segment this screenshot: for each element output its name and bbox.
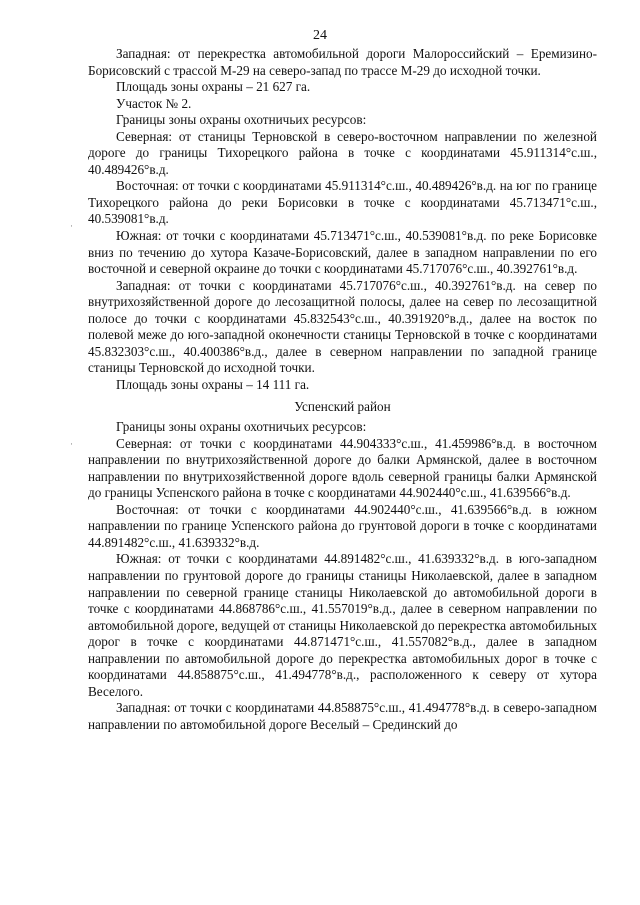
paragraph-western-boundary-plot1: Западная: от перекрестка автомобильной дороги Малороссийский – Еремизино-Борисовский с трассой М-29 на северо-запад по трассе М-29 до исходной точки. [88, 46, 597, 78]
section-heading-uspensky: Успенский район [294, 399, 391, 415]
paragraph-boundaries-heading-uspensky: Границы зоны охраны охотничьих ресурсов: [116, 419, 367, 435]
margin-speck: · [70, 221, 73, 231]
paragraph-eastern-boundary-uspensky: Восточная: от точки с координатами 44.902440°с.ш., 41.639566°в.д. в южном направлении по границе Успенского района до грунтовой дороги в точке с координатами 44.891482°с.ш., 41.639332°в.д. [88, 501, 597, 550]
page-number: 24 [313, 28, 327, 43]
paragraph-area-plot1: Площадь зоны охраны – 21 627 га. [116, 79, 311, 95]
paragraph-southern-boundary-plot2: Южная: от точки с координатами 45.713471°с.ш., 40.539081°в.д. по реке Борисовке вниз по течению до хутора Казаче-Борисовский, далее в западном направлении по его восточной и северной окраине до точки с координатами 45.717076°с.ш., 40.392761°в.д. [88, 228, 597, 277]
paragraph-plot2-heading: Участок № 2. [116, 95, 192, 111]
paragraph-northern-boundary-uspensky: Северная: от точки с координатами 44.904333°с.ш., 41.459986°в.д. в восточном направлении по внутрихозяйственной дороге до балки Армянской, далее в восточном направлении по внутрихозяйственной дороге вдоль северной границы балки Армянской до границы Успенского района в точке с координатами 44.902440°с.ш., 41.639566°в.д. [88, 435, 597, 501]
paragraph-boundaries-heading-plot2: Границы зоны охраны охотничьих ресурсов: [116, 112, 367, 128]
paragraph-eastern-boundary-plot2: Восточная: от точки с координатами 45.911314°с.ш., 40.489426°в.д. на юг по границе Тихорецкого района до реки Борисовки в точке с координатами 45.713471°с.ш., 40.539081°в.д. [88, 178, 597, 227]
document-body [88, 46, 597, 733]
paragraph-western-boundary-plot2: Западная: от точки с координатами 45.717076°с.ш., 40.392761°в.д. на север по внутрихозяйственной дороге до лесозащитной полосы, далее на север по лесозащитной полосе до точки с координатами 45.832543°с.ш., 40.391920°в.д., далее на восток по полевой меже до юго-западной оконечности станицы Терновской в точке с координатами 45.832303°с.ш., 40.400386°в.д., далее в северном направлении по западной границе станицы Терновской до исходной точки. [88, 277, 597, 376]
paragraph-western-boundary-uspensky: Западная: от точки с координатами 44.858875°с.ш., 41.494778°в.д. в северо-западном направлении по автомобильной дороге Веселый – Срединский до [88, 700, 597, 732]
paragraph-area-plot2: Площадь зоны охраны – 14 111 га. [116, 376, 310, 392]
paragraph-northern-boundary-plot2: Северная: от станицы Терновской в северо-восточном направлении по железной дороге до границы Тихорецкого района в точке с координатами 45.911314°с.ш., 40.489426°в.д. [88, 128, 597, 177]
paragraph-southern-boundary-uspensky: Южная: от точки с координатами 44.891482°с.ш., 41.639332°в.д. в юго-западном направлении по грунтовой дороге до границы станицы Николаевской, далее в западном направлении по северной границе станицы Николаевской до автомобильной дороги в точке с координатами 44.868786°с.ш., 41.557019°в.д., далее в северном направлении по автомобильной дороге, ведущей от станицы Николаевской до перекрестка автомобильных дорог в точке с координатами 44.871471°с.ш., 41.557082°в.д., далее в западном направлении по автомобильной дороге до перекрестка автомобильных дорог в точке с координатами 44.858875°с.ш., 41.494778°в.д., расположенного к северу от хутора Веселого. [88, 551, 597, 699]
margin-speck: · [70, 439, 73, 449]
